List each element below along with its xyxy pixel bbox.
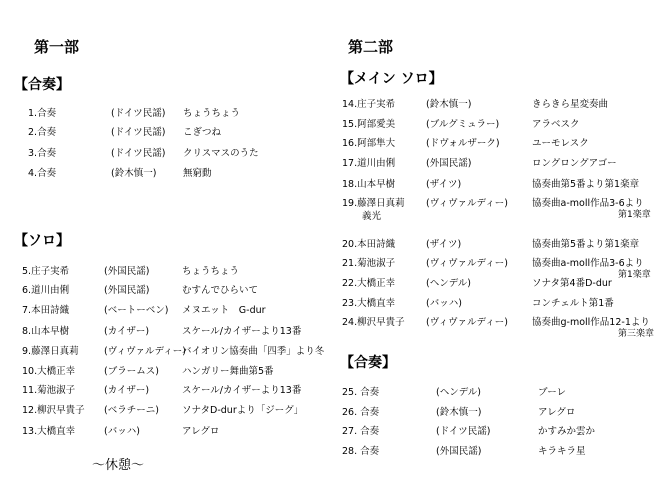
performer-name: 9.藤澤日真莉 xyxy=(22,346,79,357)
program-row xyxy=(342,135,660,149)
composer-name: (外国民謡) xyxy=(426,158,472,169)
piece-title: きらきら星変奏曲 xyxy=(532,99,609,110)
composer-name: (カイザー) xyxy=(104,385,150,396)
part1-title: 第一部 xyxy=(34,38,80,56)
performer-name: 3.合奏 xyxy=(28,148,57,159)
performer-name: 8.山本早樹 xyxy=(22,326,70,337)
composer-name: (外国民謡) xyxy=(104,266,150,277)
piece-title: かすみか雲か xyxy=(538,426,596,437)
piece-title: スケール/カイザーより13番 xyxy=(182,326,302,337)
performer-name: 18.山本早樹 xyxy=(342,179,396,190)
piece-title: 協奏曲第5番より第1楽章 xyxy=(532,179,640,190)
composer-name: (ドイツ民謡) xyxy=(436,426,491,437)
program-row xyxy=(342,155,660,169)
composer-name: (ベラチーニ) xyxy=(104,405,159,416)
piece-title: 無窮動 xyxy=(183,168,212,179)
performer-name: 4.合奏 xyxy=(28,168,57,179)
piece-title: ちょうちょう xyxy=(183,108,241,119)
part2-ensemble-heading: 【合奏】 xyxy=(340,355,396,371)
composer-name: (ドイツ民謡) xyxy=(111,148,166,159)
performer-name: 22.大橋正幸 xyxy=(342,278,396,289)
performer-name: 12.柳沢早貴子 xyxy=(22,405,85,416)
program-row xyxy=(22,363,332,377)
performer-name: 23.大橋直幸 xyxy=(342,298,396,309)
composer-name: (ヘンデル) xyxy=(436,387,481,398)
movement-label: 第1楽章 xyxy=(618,270,651,280)
piece-title: ユーモレスク xyxy=(532,138,589,149)
program-row xyxy=(342,295,660,309)
composer-name: (ザイツ) xyxy=(426,179,462,190)
performer-name: 7.本田詩織 xyxy=(22,305,70,316)
program-row xyxy=(28,165,328,179)
piece-title: 協奏曲a-moll作品3-6より xyxy=(532,198,644,209)
program-row xyxy=(22,423,332,437)
composer-name: (鈴木慎一) xyxy=(426,99,472,110)
performer-name: 6.道川由俐 xyxy=(22,285,70,296)
performer-name: 26. 合奏 xyxy=(342,407,380,418)
piece-title: バイオリン協奏曲「四季」より冬 xyxy=(182,346,325,357)
performer-name: 14.庄子実希 xyxy=(342,99,396,110)
composer-name: (バッハ) xyxy=(426,298,462,309)
program-row xyxy=(28,105,328,119)
composer-name: (ヴィヴァルディー) xyxy=(104,346,186,357)
program-row xyxy=(28,124,328,138)
program-row xyxy=(22,263,332,277)
piece-title: スケール/カイザーより13番 xyxy=(182,385,302,396)
composer-name: (ベートーベン) xyxy=(104,305,169,316)
composer-name: (鈴木慎一) xyxy=(111,168,157,179)
composer-name: (ヴィヴァルディー) xyxy=(426,317,508,328)
program-row xyxy=(22,382,332,396)
performer-name: 15.阿部愛美 xyxy=(342,119,396,130)
part1-solo-heading: 【ソロ】 xyxy=(14,233,70,249)
composer-name: (ヘンデル) xyxy=(426,278,471,289)
composer-name: (外国民謡) xyxy=(104,285,150,296)
movement-label: 第1楽章 xyxy=(618,210,651,220)
performer-name: 20.本田詩織 xyxy=(342,239,396,250)
piece-title: 協奏曲g-moll作品12-1より xyxy=(532,317,650,328)
piece-title: アレグロ xyxy=(538,407,576,418)
composer-name: (バッハ) xyxy=(104,426,140,437)
program-row xyxy=(342,236,660,250)
program-row xyxy=(22,343,332,357)
movement-label: 第三楽章 xyxy=(618,329,655,339)
program-row xyxy=(22,323,332,337)
program-row xyxy=(342,314,660,339)
performer-name: 11.菊池淑子 xyxy=(22,385,76,396)
program-row xyxy=(342,96,660,110)
performer-name: 21.菊池淑子 xyxy=(342,258,396,269)
piece-title: ブーレ xyxy=(538,387,567,398)
program-row xyxy=(22,302,332,316)
performer-name: 28. 合奏 xyxy=(342,446,380,457)
program-row xyxy=(28,145,328,159)
program-row xyxy=(342,116,660,130)
performer-name: 24.柳沢早貴子 xyxy=(342,317,405,328)
program-row xyxy=(22,402,332,416)
composer-name: (外国民謡) xyxy=(436,446,482,457)
program-row xyxy=(342,255,660,280)
program-row xyxy=(342,176,660,190)
piece-title: クリスマスのうた xyxy=(183,148,259,159)
program-row xyxy=(342,384,660,398)
piece-title: ソナタ第4番D-dur xyxy=(532,278,612,289)
piece-title: アラベスク xyxy=(532,119,580,130)
piece-title: ハンガリー舞曲第5番 xyxy=(182,366,274,377)
performer-name: 19.藤澤日真莉 xyxy=(342,198,405,209)
composer-name: (ザイツ) xyxy=(426,239,462,250)
composer-name: (ドイツ民謡) xyxy=(111,127,166,138)
piece-title: キラキラ星 xyxy=(538,446,586,457)
composer-name: (ヴィヴァルディー) xyxy=(426,258,508,269)
performer-name: 5.庄子実希 xyxy=(22,266,70,277)
performer-name: 13.大橋直幸 xyxy=(22,426,76,437)
piece-title: こぎつね xyxy=(183,127,222,138)
composer-name: (ドイツ民謡) xyxy=(111,108,166,119)
piece-title: むすんでひらいて xyxy=(182,285,259,296)
piece-title: ちょうちょう xyxy=(182,266,240,277)
performer-name: 10.大橋正幸 xyxy=(22,366,76,377)
program-row xyxy=(342,423,660,437)
composer-name: (ドヴォルザーク) xyxy=(426,138,500,149)
piece-title: ソナタD-durより「ジーグ」 xyxy=(182,405,304,416)
piece-title: アレグロ xyxy=(182,426,220,437)
composer-name: (ブラームス) xyxy=(104,366,159,377)
performer-name-continued: 義光 xyxy=(362,211,382,222)
piece-title: 協奏曲a-moll作品3-6より xyxy=(532,258,644,269)
part1-ensemble-heading: 【合奏】 xyxy=(14,77,70,93)
composer-name: (鈴木慎一) xyxy=(436,407,482,418)
piece-title: 協奏曲第5番より第1楽章 xyxy=(532,239,640,250)
piece-title: メヌエット G-dur xyxy=(182,305,266,316)
composer-name: (カイザー) xyxy=(104,326,150,337)
performer-name: 2.合奏 xyxy=(28,127,57,138)
performer-name: 16.阿部隼大 xyxy=(342,138,396,149)
performer-name: 1.合奏 xyxy=(28,108,57,119)
piece-title: コンチェルト第1番 xyxy=(532,298,614,309)
program-row xyxy=(342,443,660,457)
performer-name: 17.道川由俐 xyxy=(342,158,396,169)
program-row xyxy=(342,195,660,222)
performer-name: 27. 合奏 xyxy=(342,426,380,437)
program-row xyxy=(342,404,660,418)
part2-main-solo-heading: 【メイン ソロ】 xyxy=(340,71,443,87)
composer-name: (ブルグミュラー) xyxy=(426,119,500,130)
performer-name: 25. 合奏 xyxy=(342,387,380,398)
composer-name: (ヴィヴァルディー) xyxy=(426,198,508,209)
part2-title: 第二部 xyxy=(348,38,394,56)
program-row xyxy=(22,282,332,296)
piece-title: ロングロングアゴー xyxy=(532,158,617,169)
program-row xyxy=(342,275,660,289)
intermission-label: ～休憩～ xyxy=(92,458,145,473)
